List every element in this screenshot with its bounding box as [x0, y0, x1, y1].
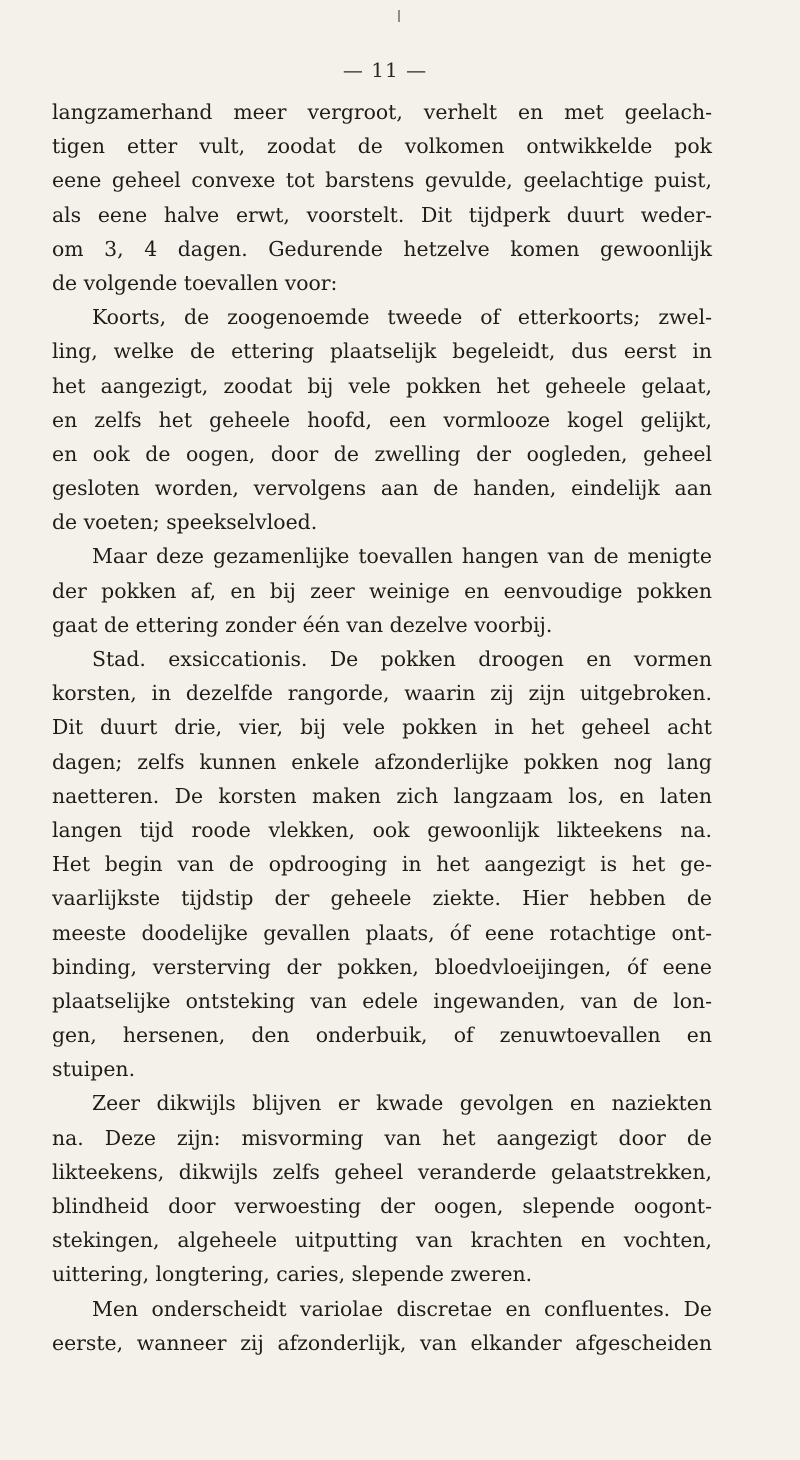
text-line: na. Deze zijn: misvorming van het aangezigt door de: [52, 1125, 712, 1150]
text-line: uittering, longtering, caries, slepende zweren.: [52, 1262, 533, 1287]
text-line: der pokken af, en bij zeer weinige en eenvoudige pokken: [52, 578, 712, 603]
text-line: Koorts, de zoogenoemde tweede of etterkoorts; zwel-: [92, 305, 712, 330]
text-line: Dit duurt drie, vier, bij vele pokken in het geheel acht: [52, 715, 712, 740]
text-line: eerste, wanneer zij afzonderlijk, van elkander afgescheiden: [52, 1330, 712, 1355]
text-line: en ook de oogen, door de zwelling der oogleden, geheel: [52, 441, 712, 466]
text-line: eene geheel convexe tot barstens gevulde, geelachtige puist,: [52, 168, 712, 193]
body-text: [52, 95, 712, 1360]
text-line: Het begin van de opdrooging in het aangezigt is het ge-: [52, 852, 712, 877]
text-line: langen tijd roode vlekken, ook gewoonlijk likteekens na.: [52, 817, 712, 842]
text-line: gen, hersenen, den onderbuik, of zenuwtoevallen en: [52, 1023, 712, 1048]
text-line: korsten, in dezelfde rangorde, waarin zij zijn uitgebroken.: [52, 681, 712, 706]
text-line: meeste doodelijke gevallen plaats, óf eene rotachtige ont-: [52, 920, 712, 945]
text-line: Maar deze gezamenlijke toevallen hangen van de menigte: [92, 544, 712, 569]
text-line: tigen etter vult, zoodat de volkomen ontwikkelde pok: [52, 134, 712, 159]
text-line: plaatselijke ontsteking van edele ingewanden, van de lon-: [52, 988, 712, 1013]
text-line: het aangezigt, zoodat bij vele pokken het geheele gelaat,: [52, 373, 712, 398]
text-line: de voeten; speekselvloed.: [52, 510, 318, 535]
text-line: Men onderscheidt variolae discretae en confluentes. De: [92, 1296, 712, 1321]
text-line: gesloten worden, vervolgens aan de handen, eindelijk aan: [52, 476, 712, 501]
text-line: binding, versterving der pokken, bloedvloeijingen, óf eene: [52, 954, 712, 979]
text-line: dagen; zelfs kunnen enkele afzonderlijke pokken nog lang: [52, 749, 712, 774]
top-mark: [398, 10, 400, 22]
text-line: naetteren. De korsten maken zich langzaam los, en laten: [52, 783, 712, 808]
page-number-text: — 11 —: [342, 58, 428, 82]
text-line: en zelfs het geheele hoofd, een vormlooze kogel gelijkt,: [52, 407, 712, 432]
text-line: om 3, 4 dagen. Gedurende hetzelve komen gewoonlijk: [52, 236, 712, 261]
text-line: Zeer dikwijls blijven er kwade gevolgen en naziekten: [92, 1091, 712, 1116]
text-line: stuipen.: [52, 1057, 136, 1082]
text-line: gaat de ettering zonder één van dezelve voorbij.: [52, 612, 553, 637]
text-line: als eene halve erwt, voorstelt. Dit tijdperk duurt weder-: [52, 202, 712, 227]
text-line: likteekens, dikwijls zelfs geheel veranderde gelaatstrekken,: [52, 1159, 712, 1184]
text-line: vaarlijkste tijdstip der geheele ziekte. Hier hebben de: [52, 886, 712, 911]
page-number: [0, 58, 770, 82]
text-line: de volgende toevallen voor:: [52, 270, 338, 295]
text-line: ling, welke de ettering plaatselijk begeleidt, dus eerst in: [52, 339, 712, 364]
text-line: blindheid door verwoesting der oogen, slepende oogont-: [52, 1194, 712, 1218]
text-line: Stad. exsiccationis. De pokken droogen en vormen: [92, 647, 712, 671]
text-line: langzamerhand meer vergroot, verhelt en met geelach-: [52, 100, 712, 124]
text-line: stekingen, algeheele uitputting van krachten en vochten,: [52, 1228, 712, 1253]
